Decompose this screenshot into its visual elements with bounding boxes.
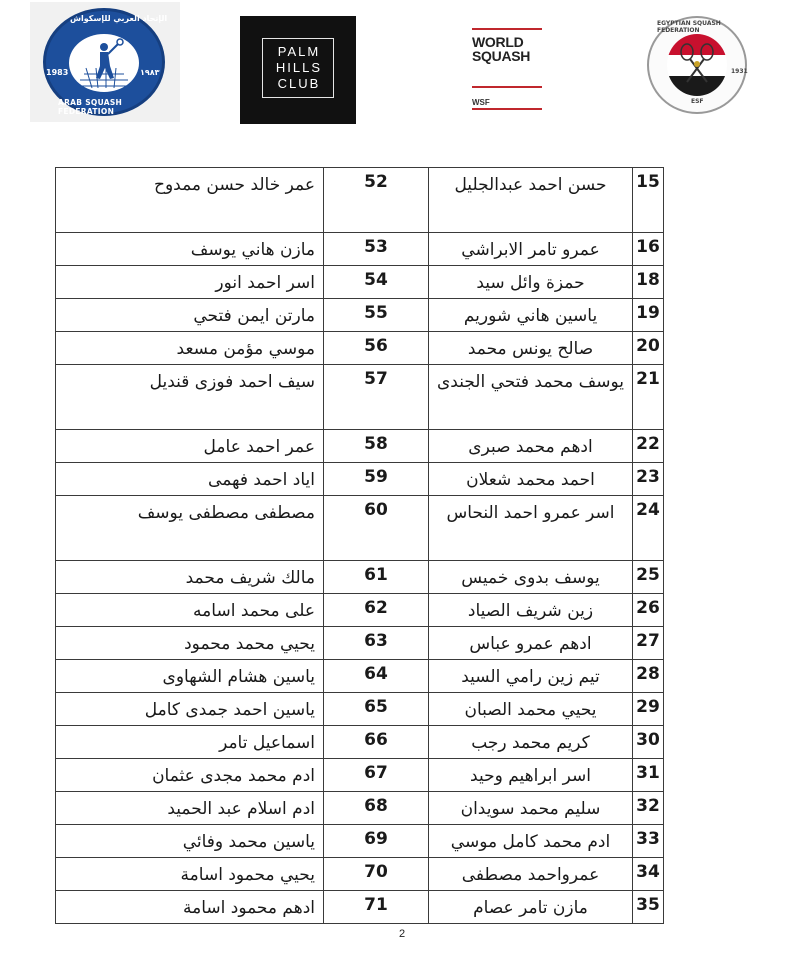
second-name-cell: موسي مؤمن مسعد <box>56 332 324 365</box>
table-row <box>56 759 664 792</box>
first-rank-cell: 15 <box>633 168 664 233</box>
first-rank-cell: 22 <box>633 430 664 463</box>
first-rank-cell: 34 <box>633 858 664 891</box>
world-squash-logo <box>468 24 544 114</box>
second-name-cell: مالك شريف محمد <box>56 561 324 594</box>
first-name-cell: اسر عمرو احمد النحاس <box>429 496 633 561</box>
second-rank-cell: 61 <box>324 561 429 594</box>
table-row <box>56 233 664 266</box>
world-text: WORLD <box>472 34 524 50</box>
first-name-cell: عمرو تامر الابراشي <box>429 233 633 266</box>
second-rank-cell: 64 <box>324 660 429 693</box>
table-row <box>56 365 664 430</box>
first-name-cell: يوسف محمد فتحي الجندى <box>429 365 633 430</box>
second-rank-cell: 62 <box>324 594 429 627</box>
first-name-cell: تيم زين رامي السيد <box>429 660 633 693</box>
logo-line-3: CLUB <box>277 76 321 91</box>
first-rank-cell: 19 <box>633 299 664 332</box>
wsf-text: WSF <box>472 98 490 107</box>
first-rank-cell: 20 <box>633 332 664 365</box>
second-rank-cell: 53 <box>324 233 429 266</box>
second-name-cell: اسماعيل تامر <box>56 726 324 759</box>
table-row <box>56 627 664 660</box>
logo-header <box>0 0 793 140</box>
second-name-cell: مازن هاني يوسف <box>56 233 324 266</box>
logo-top-rule <box>472 28 542 30</box>
first-rank-cell: 27 <box>633 627 664 660</box>
first-rank-cell: 18 <box>633 266 664 299</box>
first-name-cell: سليم محمد سويدان <box>429 792 633 825</box>
second-rank-cell: 65 <box>324 693 429 726</box>
logo-bottom-rule <box>472 108 542 110</box>
first-rank-cell: 31 <box>633 759 664 792</box>
table-row <box>56 168 664 233</box>
squash-text: SQUASH <box>472 48 531 64</box>
logo-mid-rule <box>472 86 542 88</box>
first-rank-cell: 26 <box>633 594 664 627</box>
second-rank-cell: 67 <box>324 759 429 792</box>
second-name-cell: ادم اسلام عبد الحميد <box>56 792 324 825</box>
second-rank-cell: 63 <box>324 627 429 660</box>
first-name-cell: يحيي محمد الصبان <box>429 693 633 726</box>
first-name-cell: اسر ابراهيم وحيد <box>429 759 633 792</box>
second-name-cell: عمر خالد حسن ممدوح <box>56 168 324 233</box>
table-row <box>56 496 664 561</box>
second-name-cell: اياد احمد فهمى <box>56 463 324 496</box>
crossed-rackets-icon <box>677 42 717 86</box>
table-row <box>56 594 664 627</box>
second-name-cell: يحيي محمود اسامة <box>56 858 324 891</box>
first-rank-cell: 16 <box>633 233 664 266</box>
first-rank-cell: 28 <box>633 660 664 693</box>
second-name-cell: ياسين احمد جمدى كامل <box>56 693 324 726</box>
arab-squash-federation-logo <box>30 2 180 122</box>
first-rank-cell: 33 <box>633 825 664 858</box>
founding-year: 1931 <box>731 68 748 75</box>
second-rank-cell: 59 <box>324 463 429 496</box>
second-rank-cell: 52 <box>324 168 429 233</box>
table-row <box>56 792 664 825</box>
first-name-cell: احمد محمد شعلان <box>429 463 633 496</box>
first-name-cell: يوسف بدوى خميس <box>429 561 633 594</box>
table-row <box>56 266 664 299</box>
second-rank-cell: 56 <box>324 332 429 365</box>
second-name-cell: سيف احمد فوزى قنديل <box>56 365 324 430</box>
first-rank-cell: 25 <box>633 561 664 594</box>
table-row <box>56 660 664 693</box>
second-name-cell: ياسين هشام الشهاوى <box>56 660 324 693</box>
second-name-cell: ادم محمد مجدى عثمان <box>56 759 324 792</box>
first-name-cell: زين شريف الصياد <box>429 594 633 627</box>
logo-line-2: HILLS <box>275 60 323 75</box>
federation-name-text: EGYPTIAN SQUASH FEDERATION <box>657 20 721 34</box>
first-rank-cell: 29 <box>633 693 664 726</box>
arc-arabic-text: الإتحاد العربي للإسكواش <box>70 14 168 23</box>
first-name-cell: عمرواحمد مصطفى <box>429 858 633 891</box>
second-name-cell: اسر احمد انور <box>56 266 324 299</box>
second-rank-cell: 71 <box>324 891 429 924</box>
year-left: 1983 <box>46 68 69 77</box>
logo-line-1: PALM <box>277 44 321 59</box>
first-name-cell: ادم محمد كامل موسي <box>429 825 633 858</box>
first-name-cell: مازن تامر عصام <box>429 891 633 924</box>
logo-frame <box>262 38 334 98</box>
federation-name: ARAB SQUASH FEDERATION <box>58 98 123 116</box>
second-rank-cell: 55 <box>324 299 429 332</box>
second-name-cell: على محمد اسامه <box>56 594 324 627</box>
first-rank-cell: 21 <box>633 365 664 430</box>
second-rank-cell: 60 <box>324 496 429 561</box>
second-rank-cell: 66 <box>324 726 429 759</box>
second-rank-cell: 68 <box>324 792 429 825</box>
first-name-cell: كريم محمد رجب <box>429 726 633 759</box>
second-name-cell: ياسين محمد وفائي <box>56 825 324 858</box>
table-row <box>56 693 664 726</box>
first-rank-cell: 30 <box>633 726 664 759</box>
first-rank-cell: 24 <box>633 496 664 561</box>
table-row <box>56 561 664 594</box>
table-row <box>56 726 664 759</box>
first-name-cell: صالح يونس محمد <box>429 332 633 365</box>
table-row <box>56 891 664 924</box>
second-name-cell: يحيي محمد محمود <box>56 627 324 660</box>
table-row <box>56 299 664 332</box>
first-name-cell: ياسين هاني شوريم <box>429 299 633 332</box>
egyptian-squash-federation-logo <box>645 16 751 116</box>
first-name-cell: ادهم عمرو عباس <box>429 627 633 660</box>
second-name-cell: مصطفى مصطفى يوسف <box>56 496 324 561</box>
squash-player-icon <box>70 36 138 90</box>
second-rank-cell: 70 <box>324 858 429 891</box>
first-name-cell: حسن احمد عبدالجليل <box>429 168 633 233</box>
esf-text: ESF <box>691 98 704 105</box>
second-rank-cell: 58 <box>324 430 429 463</box>
second-name-cell: مارتن ايمن فتحي <box>56 299 324 332</box>
page-number: 2 <box>398 928 406 940</box>
second-rank-cell: 54 <box>324 266 429 299</box>
table-row <box>56 858 664 891</box>
palm-hills-club-logo <box>240 16 356 124</box>
table-row <box>56 430 664 463</box>
first-rank-cell: 35 <box>633 891 664 924</box>
ranking-table <box>55 167 664 924</box>
table-row <box>56 463 664 496</box>
second-rank-cell: 57 <box>324 365 429 430</box>
table-row <box>56 825 664 858</box>
first-rank-cell: 23 <box>633 463 664 496</box>
second-name-cell: ادهم محمود اسامة <box>56 891 324 924</box>
first-name-cell: حمزة وائل سيد <box>429 266 633 299</box>
year-right: ١٩٨٣ <box>140 68 160 77</box>
second-name-cell: عمر احمد عامل <box>56 430 324 463</box>
second-rank-cell: 69 <box>324 825 429 858</box>
first-name-cell: ادهم محمد صبرى <box>429 430 633 463</box>
table-row <box>56 332 664 365</box>
first-rank-cell: 32 <box>633 792 664 825</box>
